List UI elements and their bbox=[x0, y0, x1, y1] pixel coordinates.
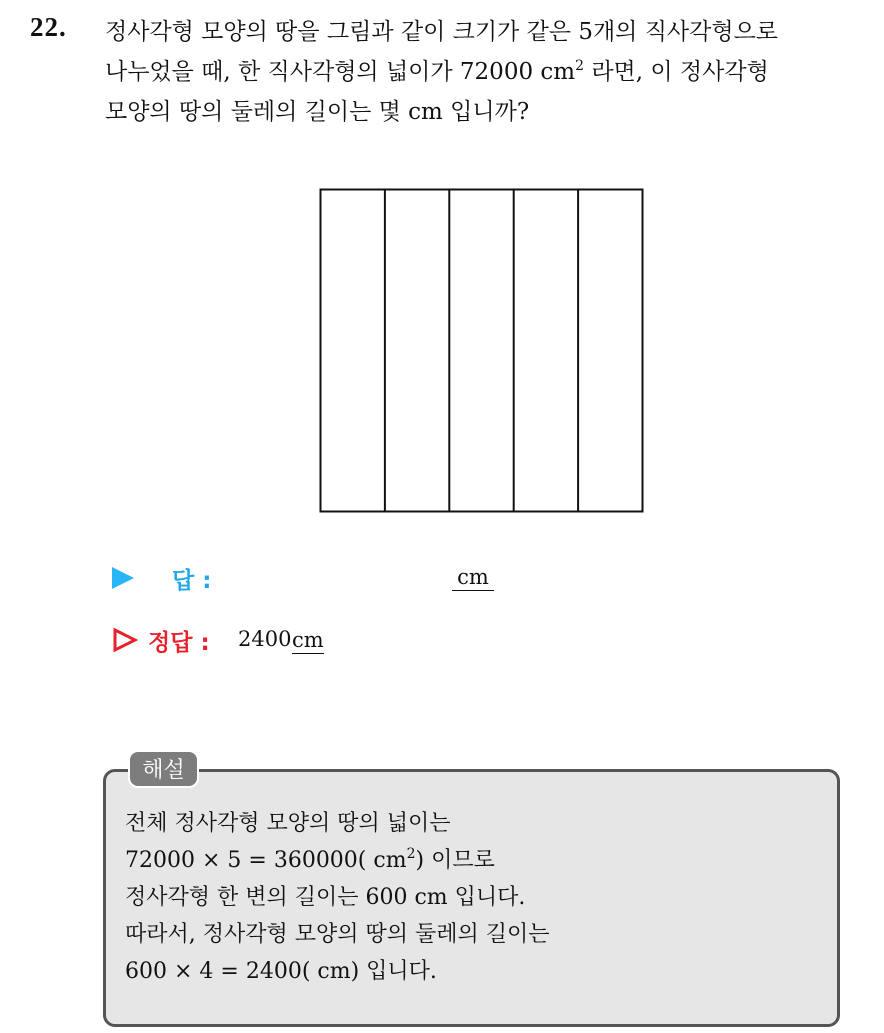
question-line-1: 정사각형 모양의 땅을 그림과 같이 크기가 같은 5개의 직사각형으로 bbox=[105, 19, 779, 45]
outline-triangle-icon bbox=[112, 627, 138, 657]
outer-square bbox=[321, 190, 643, 512]
correct-answer-row bbox=[112, 624, 532, 658]
answer-label: 답 : bbox=[172, 568, 212, 594]
explanation-line-2 bbox=[125, 842, 825, 879]
explanation-line-2-before: 72000 × 5 = 360000( cm bbox=[125, 848, 407, 873]
correct-answer-value: 2400 bbox=[238, 627, 292, 651]
question-line-3: 모양의 땅의 둘레의 길이는 몇 cm 입니까? bbox=[105, 99, 530, 125]
explanation-tab: 해설 bbox=[128, 750, 199, 788]
explanation-line-2-after: ) 이므로 bbox=[415, 848, 495, 873]
play-triangle-icon bbox=[112, 567, 134, 589]
square-divided-figure bbox=[319, 188, 645, 518]
explanation-text bbox=[125, 805, 825, 990]
question-text bbox=[105, 12, 870, 132]
correct-answer-label: 정답 : bbox=[148, 630, 210, 656]
correct-answer-unit: cm bbox=[292, 628, 324, 652]
explanation-superscript-2: 2 bbox=[406, 846, 416, 862]
explanation-line-5: 600 × 4 = 2400( cm) 입니다. bbox=[125, 959, 437, 984]
answer-row bbox=[112, 562, 532, 596]
question-number: 22. bbox=[30, 12, 67, 42]
question-line-2-before: 나누었을 때, 한 직사각형의 넓이가 72000 cm bbox=[105, 59, 576, 85]
figure-svg bbox=[319, 188, 645, 514]
explanation-line-3: 정사각형 한 변의 길이는 600 cm 입니다. bbox=[125, 885, 526, 910]
answer-unit-blank[interactable]: cm bbox=[452, 564, 494, 591]
explanation-line-4: 따라서, 정사각형 모양의 땅의 둘레의 길이는 bbox=[125, 922, 550, 947]
superscript-2: 2 bbox=[575, 58, 585, 74]
question-line-2 bbox=[105, 52, 870, 92]
explanation-line-1: 전체 정사각형 모양의 땅의 넓이는 bbox=[125, 811, 451, 836]
question-line-2-after: 라면, 이 정사각형 bbox=[584, 59, 769, 85]
